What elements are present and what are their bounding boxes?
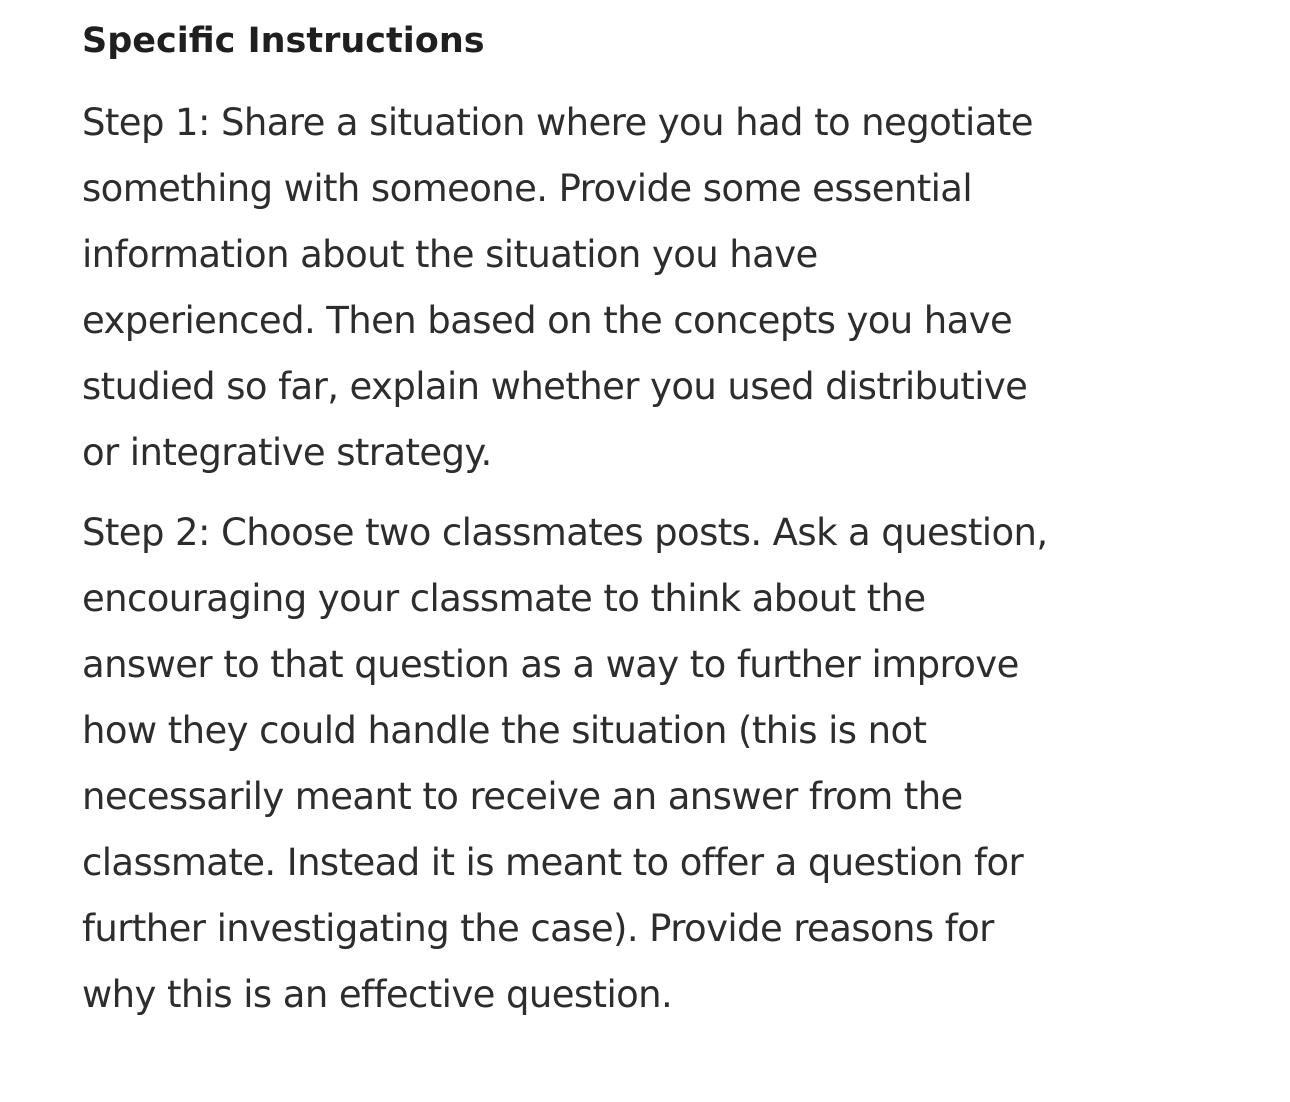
step-2-line: Step 2: Choose two classmates posts. Ask a question,	[82, 511, 1048, 554]
section-heading: Specific Instructions	[82, 21, 485, 61]
step-2-line: classmate. Instead it is meant to offer a question for	[82, 841, 1024, 884]
step-1-paragraph	[82, 90, 1142, 486]
step-2-line: answer to that question as a way to further improve	[82, 643, 1019, 686]
step-2-line: necessarily meant to receive an answer from the	[82, 775, 963, 818]
step-1-line: studied so far, explain whether you used distributive	[82, 365, 1028, 408]
step-2-line: encouraging your classmate to think about the	[82, 577, 926, 620]
step-1-line: experienced. Then based on the concepts you have	[82, 299, 1013, 342]
step-1-line: or integrative strategy.	[82, 431, 492, 474]
step-1-line: Step 1: Share a situation where you had to negotiate	[82, 101, 1033, 144]
step-2-paragraph	[82, 500, 1142, 1028]
step-2-line: why this is an effective question.	[82, 973, 673, 1016]
step-1-line: information about the situation you have	[82, 233, 818, 276]
instructions-content	[82, 14, 1142, 1028]
step-1-line: something with someone. Provide some essential	[82, 167, 973, 210]
step-2-line: further investigating the case). Provide reasons for	[82, 907, 994, 950]
step-2-line: how they could handle the situation (this is not	[82, 709, 927, 752]
